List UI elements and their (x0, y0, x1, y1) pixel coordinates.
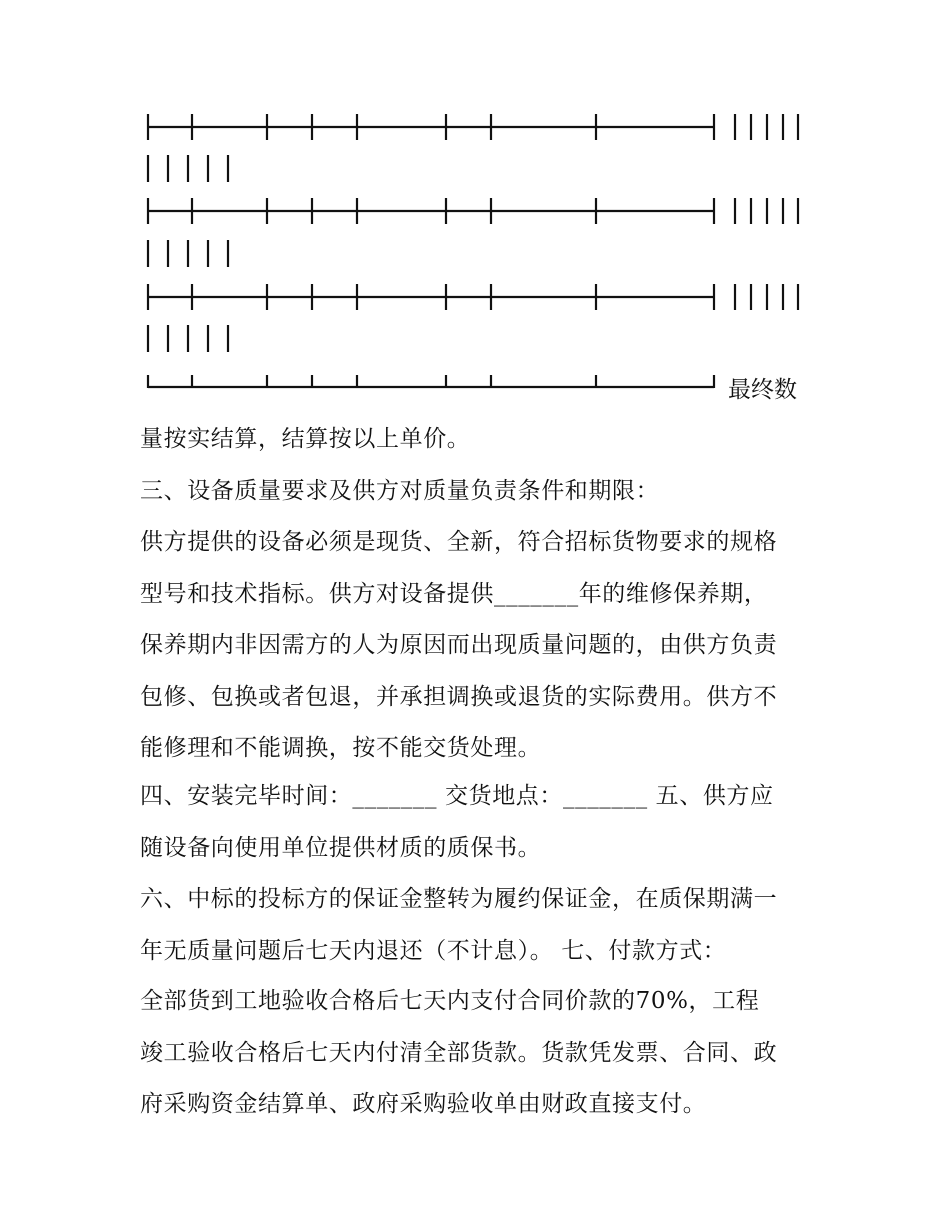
paragraph-installation (140, 771, 812, 874)
text-line: 供方提供的设备必须是现货、全新，符合招标货物要求的规格 (140, 529, 778, 555)
text-line: 全部货到工地验收合格后七天内支付合同价款的70%，工程 (140, 988, 760, 1014)
table-right-bars (735, 114, 798, 310)
paragraph-settlement (140, 414, 812, 466)
text-line: 府采购资金结算单、政府采购验收单由财政直接支付。 (140, 1091, 707, 1117)
table-border-row-1 (148, 114, 714, 140)
text-line: 三、设备质量要求及供方对质量负责条件和期限： (140, 478, 660, 504)
paragraph-payment (140, 976, 812, 1131)
section-3-heading (140, 466, 812, 518)
text-line: 年无质量问题后七天内退还（不计息）。 七、付款方式： (140, 937, 727, 964)
text-line: 随设备向使用单位提供材质的质保书。 (140, 834, 542, 861)
text-line: 型号和技术指标。供方对设备提供_______年的维修保养期， (140, 580, 768, 607)
text-line: 量按实结算，结算按以上单价。 (140, 426, 471, 452)
text-line: 六、中标的投标方的保证金整转为履约保证金，在质保期满一 (140, 886, 778, 912)
table-border-row-2 (148, 198, 714, 224)
table-border-bottom (148, 375, 714, 388)
table-left-bars (148, 155, 228, 352)
table-tail-text: 最终数 (728, 377, 797, 403)
text-line: 竣工验收合格后七天内付清全部货款。货款凭发票、合同、政 (140, 1039, 778, 1066)
table-rules (0, 0, 950, 400)
paragraph-deposit (140, 874, 812, 977)
text-line: 包修、包换或者包退，并承担调换或退货的实际费用。供方不 (140, 683, 778, 710)
text-line: 能修理和不能调换，按不能交货处理。 (140, 735, 542, 761)
table-border-row-3 (148, 284, 714, 310)
text-line: 四、安装完毕时间：_______ 交货地点：_______ 五、供方应 (140, 783, 774, 809)
paragraph-quality (140, 517, 812, 775)
text-line: 保养期内非因需方的人为原因而出现质量问题的，由供方负责 (140, 632, 778, 658)
